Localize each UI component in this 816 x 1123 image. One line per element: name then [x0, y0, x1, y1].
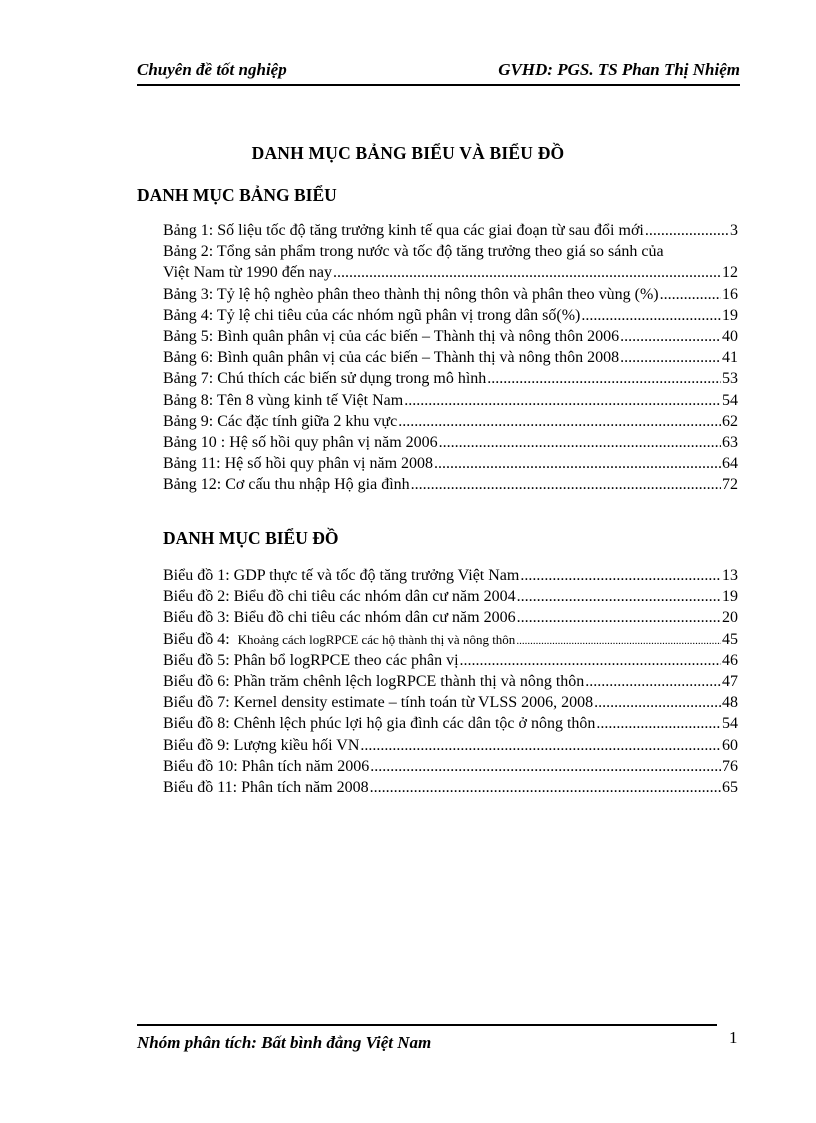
- header-supervisor: GVHD: PGS. TS Phan Thị Nhiệm: [498, 60, 740, 79]
- page-footer: [137, 1024, 717, 1053]
- tables-list: [163, 220, 738, 495]
- toc-entry-chart-6[interactable]: Biểu đồ 6: Phần trăm chênh lệch logRPCE thành thị và nông thôn ..... 47: [163, 671, 738, 692]
- toc-entry-chart-5[interactable]: Biểu đồ 5: Phân bổ logRPCE theo các phân vị ..... 46: [163, 650, 738, 671]
- charts-list: [163, 565, 738, 798]
- page-number: 1: [729, 1028, 738, 1047]
- toc-entry-table-2[interactable]: Việt Nam từ 1990 đến nay ..... 12: [163, 262, 738, 283]
- toc-entry-table-3[interactable]: Bảng 3: Tỷ lệ hộ nghèo phân theo thành thị nông thôn và phân theo vùng (%) ..... 16: [163, 284, 738, 305]
- toc-entry-table-9[interactable]: Bảng 9: Các đặc tính giữa 2 khu vực ..... 62: [163, 411, 738, 432]
- tables-section-heading: DANH MỤC BẢNG BIỂU: [137, 185, 337, 205]
- toc-entry-chart-11[interactable]: Biểu đồ 11: Phân tích năm 2008 ..... 65: [163, 777, 738, 798]
- toc-entry-table-6[interactable]: Bảng 6: Bình quân phân vị của các biến – Thành thị và nông thôn 2008 ..... 41: [163, 347, 738, 368]
- toc-entry-table-4[interactable]: Bảng 4: Tỷ lệ chi tiêu của các nhóm ngũ phân vị trong dân số(%) ..... 19: [163, 305, 738, 326]
- toc-entry-table-5[interactable]: Bảng 5: Bình quân phân vị của các biến – Thành thị và nông thôn 2006 ..... 40: [163, 326, 738, 347]
- footer-group-name: Nhóm phân tích: Bất bình đẳng Việt Nam: [137, 1033, 432, 1052]
- charts-section-heading: DANH MỤC BIỂU ĐỒ: [163, 528, 339, 548]
- toc-entry-table-1[interactable]: Bảng 1: Số liệu tốc độ tăng trưởng kinh tế qua các giai đoạn từ sau đổi mới ..... 3: [163, 220, 738, 241]
- toc-entry-chart-10[interactable]: Biểu đồ 10: Phân tích năm 2006 ..... 76: [163, 756, 738, 777]
- page-header: [137, 60, 740, 86]
- toc-entry-chart-9[interactable]: Biểu đồ 9: Lượng kiều hối VN ..... 60: [163, 735, 738, 756]
- toc-entry-table-11[interactable]: Bảng 11: Hệ số hồi quy phân vị năm 2008 ..... 64: [163, 453, 738, 474]
- toc-entry-chart-7[interactable]: Biểu đồ 7: Kernel density estimate – tính toán từ VLSS 2006, 2008 ..... 48: [163, 692, 738, 713]
- header-course-title: Chuyên đề tốt nghiệp: [137, 60, 287, 79]
- toc-entry-chart-3[interactable]: Biểu đồ 3: Biểu đồ chi tiêu các nhóm dân cư năm 2006 ..... 20: [163, 607, 738, 628]
- toc-entry-chart-2[interactable]: Biểu đồ 2: Biểu đồ chi tiêu các nhóm dân cư năm 2004 ..... 19: [163, 586, 738, 607]
- toc-entry-table-2-line1[interactable]: Bảng 2: Tổng sản phẩm trong nước và tốc độ tăng trưởng theo giá so sánh của: [163, 243, 664, 261]
- toc-entry-chart-8[interactable]: Biểu đồ 8: Chênh lệch phúc lợi hộ gia đình các dân tộc ở nông thôn ..... 54: [163, 713, 738, 734]
- page-title: DANH MỤC BẢNG BIỂU VÀ BIỂU ĐỒ: [251, 143, 565, 163]
- toc-entry-table-10[interactable]: Bảng 10 : Hệ số hồi quy phân vị năm 2006 ..... 63: [163, 432, 738, 453]
- toc-entry-chart-1[interactable]: Biểu đồ 1: GDP thực tế và tốc độ tăng trưởng Việt Nam ..... 13: [163, 565, 738, 586]
- toc-entry-chart-4[interactable]: Biểu đồ 4: Khoảng cách logRPCE các hộ thành thị và nông thôn ..... 45: [163, 629, 738, 650]
- toc-entry-table-12[interactable]: Bảng 12: Cơ cấu thu nhập Hộ gia đình ..... 72: [163, 474, 738, 495]
- toc-entry-table-7[interactable]: Bảng 7: Chú thích các biến sử dụng trong mô hình ..... 53: [163, 368, 738, 389]
- toc-entry-table-8[interactable]: Bảng 8: Tên 8 vùng kinh tế Việt Nam ..... 54: [163, 390, 738, 411]
